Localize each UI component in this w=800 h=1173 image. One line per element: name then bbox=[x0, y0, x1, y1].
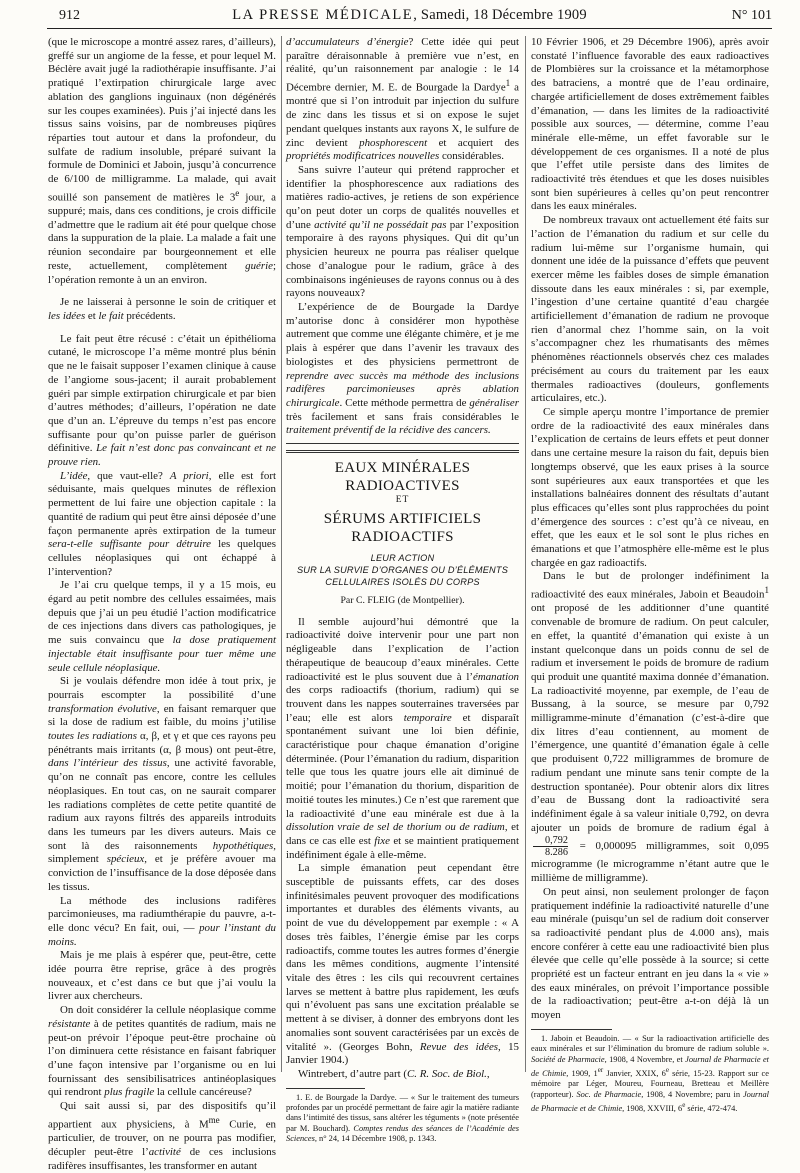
article-title-line-2: SÉRUMS ARTIFICIELS RADIOACTIFS bbox=[323, 511, 482, 546]
paragraph: Qui sait aussi si, par des dispositifs qu’il appartient aux physiciens, à $M^{me}$ Curie, en particulier, de trouver, on ne pourra pas modifier, décupler peut-être l’activité de ces inclusions radifères insuffisantes, les transformer en autant bbox=[48, 1100, 276, 1172]
paragraph: La méthode des inclusions radifères parcimonieuses, ma radiumthérapie du pauvre, a-t-elle donc vécu? En fait, oui, — pour l’instant du moins. bbox=[48, 894, 277, 948]
journal-name: LA PRESSE MÉDICALE bbox=[232, 7, 414, 23]
article-subtitle-line-2: SUR LA SURVIE D’ORGANES OU D’ÉLÉMENTS bbox=[296, 565, 509, 576]
section-separator bbox=[286, 443, 519, 444]
article-subtitle-line-3: CELLULAIRES ISOLÉS DU CORPS bbox=[325, 577, 480, 588]
column-rule-1 bbox=[281, 36, 282, 1072]
issue-number: N° 101 bbox=[731, 8, 772, 23]
footnote-text: 1. Jaboin et Beaudoin. — « Sur la radioactivation artificielle des eaux minérales et sur l’élimination du bromure de radium soluble ». Société de Pharmacie, 1908, 4 Novembre, et Journal de Pharmacie et de Chimie, 1909, 1er Janvier, XXIX, 6e série, 15-23. Rapport sur ce mémoire par Léger, Moureu, Fourneau, Bretteau et Meillère (rapporteur). Soc. de Pharmacie, 1908, 4 Novembre; paru in Journal de Pharmacie et de Chimie, 1908, XXVIII, 6e série, 472-474. bbox=[531, 1033, 769, 1113]
paragraph: L’expérience de de Bourgade la Dardye m’autorise donc à considérer mon hypothèse autrement que comme une élégante chimère, et je me plais à espérer que dans l’avenir les travaux des biologistes et des physiciens permettront de reprendre avec succès ma méthode des inclusions radifères parcimonieuses après ablation chirurgicale. Cette méthode permettra de généraliser très facilement et sans frais considérables le traitement préventif de la récidive des cancers. bbox=[286, 300, 519, 437]
column-3 bbox=[531, 36, 769, 1113]
article-subtitle bbox=[286, 552, 519, 588]
column-1-paragraphs bbox=[48, 36, 276, 1173]
paragraph: Mais je me plais à espérer que, peut-être, cette idée pourra être reprise, grâce à des progrès nouveaux, et c’est dans ce but que j’ai voulu la livrer aux chercheurs. bbox=[48, 949, 276, 1003]
footnote bbox=[531, 1034, 769, 1114]
footnote-text: 1. E. de Bourgade la Dardye. — « Sur le traitement des tumeurs profondes par un procédé permettant de faire agir la matière radiante dans l’intimité des tissus, sans altérer les téguments » (note présentée par M. Bouchard). Comptes rendus des séances de l’Académie des Sciences, n° 24, 14 Décembre 1908, p. 1343. bbox=[286, 1092, 519, 1144]
paragraph: L’idée, que vaut-elle? A priori, elle est fort séduisante, mais quelques minutes de réflexion permettent de lui faire une objection capitale : la quantité de radium qui peut être ainsi déposée d’une façon permanente après extirpation de la tumeur sera-t-elle suffisante pour détruire les quelques cellules néoplasiques qui ont échappé à l’intervention? bbox=[48, 469, 277, 578]
page-number: 912 bbox=[59, 8, 80, 23]
paragraph: On doit considérer la cellule néoplasique comme résistante à de petites quantités de radium, mais ne peut-on prévoir l’époque peut-être prochaine où l’on diminuera cette résistance en faisant fabriquer d’une façon intensive par l’organisme ou en lui fournissant des sensibilisatrices antinéoplasiques qui rendront plus fragile la cellule cancéreuse? bbox=[48, 1004, 276, 1099]
author-affiliation: (de Montpellier). bbox=[395, 595, 465, 607]
paragraph: Wintrebert, d’autre part (C. R. Soc. de Biol., bbox=[298, 1067, 490, 1080]
article-title-line-1: EAUX MINÉRALES RADIOACTIVES bbox=[334, 460, 471, 495]
paragraph: De nombreux travaux ont actuellement été faits sur l’action de l’émanation du radium et sur celle du radium lui-même sur l’organisme humain, qui donnent une idée de la puissance d’effets que peuvent exercer même les faibles doses de simple émanation dissoute dans les eaux minérales : si, par exemple, l’ingestion d’une certaine quantité d’eau chargée artificiellement d’émanation de radium ne provoque rien d’anormal chez l’homme sain, on la voit s’accompagner chez les rhumatisants des mêmes phénomènes réactionnels observés chez ces malades précisément au cours du traitement par les eaux thermales radioactives (douleurs, gonflements articulaires, etc.). bbox=[531, 214, 769, 405]
paragraph: Je l’ai cru quelque temps, il y a 15 mois, eu égard au petit nombre des cellules essaimées, mais depuis que j’ai un peu étudié l’action modificatrice de ces injections dans divers cas pathologiques, je me suis convaincu que la dose pratiquement injectable était insuffisante pour tuer même une seule cellule néoplasique. bbox=[48, 579, 276, 674]
footnote-rule bbox=[286, 1088, 365, 1089]
column-3-paragraphs bbox=[531, 36, 769, 1023]
column-1 bbox=[48, 36, 277, 1172]
paragraph: 10 Février 1906, et 29 Décembre 1906), après avoir constaté l’influence favorable des eaux radioactives de Plombières sur la croissance et la métamorphose des batraciens, a montré que de l’eau ordinaire, chargée artificiellement de doses extrêmement faibles d’émanation, — dans les limites de la radioactivité possible aux sources, — détermine, comme l’eau minérale elle-même, un effet favorable sur le développement de ces organismes. Il a noté de plus que l’effet utile persiste dans des limites de radioactivité très étendues et que les doses nuisibles sont bien supérieures à celles qu’on peut rencontrer dans les eaux minérales. bbox=[531, 36, 769, 213]
article-header bbox=[286, 459, 519, 608]
paragraph: Si je voulais défendre mon idée à tout prix, je pourrais escompter la possibilité d’une transformation évolutive, en faisant remarquer que si la dose de radium est faible, du moins j’utilise toutes les radiations α, β, et γ et que ces rayons peu pénétrants mais irritants (α, β mous) ont peut-être, dans l’intérieur des tissus, une activité favorable, qu’on ne connaît pas encore, contre les cellules néoplasiques. En tout cas, on ne saurait comparer les radiations complètes de cette petite quantité de radium aux rayons filtrés des appareils introduits dans les tumeurs par les divers auteurs. Mais ce sont là des raisonnements hypothétiques, simplement spécieux, et je préfère avouer ma conviction de l’insuffisance de la dose déposée dans les tissus. bbox=[48, 675, 276, 893]
author-name: C. FLEIG bbox=[355, 595, 396, 607]
column-rule-2 bbox=[525, 36, 526, 1072]
paragraph: Le fait peut être récusé : c’était un épithélioma cutané, le microscope l’a même montré plus bénin que ne le faisait supposer l’examen clinique à cause de l’angiome sous-jacent; il aurait probablement guéri par simple extirpation chirurgicale et par bien d’autres méthodes; d’ailleurs, l’opération ne date que d’un an. L’épreuve du temps n’est pas encore suffisante pour qu’on puisse parler de guérison définitive. Le fait n’est donc pas convaincant et ne prouve rien. bbox=[48, 332, 276, 469]
paragraph: Sans suivre l’auteur qui prétend rapprocher et identifier la phosphorescence aux radiations des matières radio-actives, je retiens de son expérience qu’on peut doter un corps de qualités nouvelles et d’une activité qu’il ne possédait pas par l’exposition temporaire à des rayons physiques. Qui dit qu’un physicien heureux ne pourra pas réaliser quelque chose d’analogue pour le radium, grâce à des combinaisons ingénieuses de rayons connus ou à des rayons nouveaux? bbox=[286, 163, 519, 300]
author-prefix: Par bbox=[340, 595, 356, 607]
footnote-rule bbox=[531, 1029, 612, 1030]
issue-date: , Samedi, 18 Décembre 1909 bbox=[413, 7, 587, 23]
paragraph: (que le microscope a montré assez rares, d’ailleurs), greffé sur un angiome de la fesse, et pour lequel M. Béclère avait jugé la radiothérapie insuffisante. J’ai pratiqué l’extirpation chirurgicale large avec ablation des ganglions inguinaux (non dégénérés sur les coupes examinées). Puis j’ai injecté dans les tissus sains voisins, par de nombreuses piqûres réparties tout autour et dans la profondeur, du sulfate de radium insoluble, préparé suivant la formule de Dominici et Jaboin, jusqu’à concurrence de 6/100 de milligramme. La malade, qui avait souillé son pansement de matières le 3e jour, a suppuré; mais, dans ces conditions, je crois difficile d’admettre que le radium ait été pour quelque chose dans la suppuration de la plaie. La malade a fait une réunion secondaire par bourgeonnement et elle reste, actuellement, complètement guérie; l’opération remonte à un an environ. bbox=[48, 36, 276, 286]
footnote bbox=[286, 1093, 519, 1145]
article-subtitle-line-1: LEUR ACTION bbox=[370, 553, 435, 564]
journal-title bbox=[47, 7, 772, 24]
article-separator bbox=[286, 450, 519, 453]
paragraph: d’accumulateurs d’énergie? Cette idée qui peut paraître déraisonnable à première vue n’est, en réalité, qu’un raisonnement par analogie : le 14 Décembre dernier, M. E. de Bourgade la Dardye$^1$ a montré que si l’on introduit par injection du sulfure de zinc dans les tissus et si on expose le sujet pendant quelques instants aux rayons X, le sulfure de zinc devient phosphorescent et acquiert des propriétés modificatrices nouvelles considérables. bbox=[286, 36, 520, 163]
paragraph: Dans le but de prolonger indéfiniment la radioactivité des eaux minérales, Jaboin et Beaudoin$^1$ ont proposé de les additionner d’une quantité convenable de bromure de radium. On peut calculer, en effet, la quantité d’émanation qui existe à un instant quelconque dans un poids connu de sel de radium et inversement le poids de bromure de radium qui produit une quantité maxima donnée d’émanation. La radioactivité moyenne, par exemple, de l’eau de Bussang, à la source, se mesure par 0,792 milligramme-minute d’émanation (c’est-à-dire que dix litres d’eau contiennent, au moment de l’émergence, une quantité d’émanation égale à celle que produisent 0,722 milligrammes de bromure de radium pendant une minute sans tenir compte de la destruction spontanée). Pour obtenir alors dix litres d’eau de Bussang dont la radioactivité sera indéfiniment égale à sa valeur initiale 0,792, on devra ajouter un poids de bromure de radium égal à $\frac{0,792}{8.286}$ = 0,000095 milligrammes, soit 0,095 microgramme (le microgramme n’étant autre que le millième de milligramme). bbox=[531, 570, 769, 885]
paragraph: On peut ainsi, non seulement prolonger de façon pratiquement indéfinie la radioactivité naturelle d’une eau minérale (puisqu’un sel de radium doit conserver sa radioactivité pendant plus de 4.000 ans), mais encore conférer à cette eau une radioactivité bien plus élevée que celle qu’elle possède à la source; si cette propriété est un facteur entrant en jeu dans la « vie » des eaux minérales, on prévoit l’importance possible de la radioactivation; peut-être a-t-on déjà là un moyen bbox=[531, 885, 769, 1022]
article-body bbox=[286, 616, 519, 1082]
paragraph: Ce simple aperçu montre l’importance de premier ordre de la radioactivité des eaux minérales dans l’explication de certains de leurs effets et peut donner dans une certaine mesure la raison du fait, depuis bien longtemps observé, que les eaux prises à la source sont supérieures aux eaux transportées et que les installations balnéaires donnent des résultats d’autant plus efficaces qu’elles sont plus rapprochées du point d’émergence des sources : c’est qu’à ce niveau, en effet, que les eaux et le sol sont le plus riches en émanations et que l’atmosphère elle-même est le plus chargée en gaz radioactifs. bbox=[531, 405, 769, 569]
paragraph: Je ne laisserai à personne le soin de critiquer et les idées et le fait précédents. bbox=[48, 296, 276, 322]
page-header bbox=[47, 2, 772, 29]
paragraph: Il semble aujourd’hui démontré que la radioactivité doive intervenir pour une part non négligeable dans l’explication de l’action thérapeutique de beaucoup d’eaux minérales. Cette radioactivité est le plus souvent due à l’émanation des corps radioactifs (thorium, radium) qui se trouvent dans les nappes souterraines traversées par l’eau; elle est alors temporaire et disparaît spontanément suivant une loi bien définie, caractéristique pour chaque émanation d’origine déterminée. (Pour l’émanation du radium, disparition telle que tous les quatre jours elle ait diminué de moitié; pour l’émanation du thorium, disparition de moitié toutes les minutes.) Ce n’est que rarement que la radioactivité d’une eau minérale est due à la dissolution vraie de sel de thorium ou de radium, et dans ce cas elle est fixe et se maintient pratiquement indéfiniment égale à elle-même. bbox=[286, 615, 519, 861]
paragraph: La simple émanation peut cependant être susceptible de puissants effets, car des doses infinitésimales peuvent provoquer des modifications importantes et durables des éléments vivants, au point de vue du développement par exemple : « A doses très faibles, l’énergie émise par les corps radioactifs, comme toutes les autres formes d’énergie dans les mêmes conditions, augmente l’intensité vitale des êtres : les cils qui recouvrent certaines larves se mettent à battre plus rapidement, les œufs qui n’évoluent pas sans une excitation préalable se mettent à se diviser, à donner des embryons dont les anomalies sont souvent caractérisées par un excès de vitalité ». (Georges Bohn, Revue des idées, 15 Janvier 1904.) bbox=[286, 862, 519, 1067]
previous-article-end bbox=[286, 36, 519, 438]
article-title-conjunction: ET bbox=[395, 495, 410, 506]
article-author bbox=[286, 594, 519, 608]
column-2 bbox=[286, 36, 520, 1144]
